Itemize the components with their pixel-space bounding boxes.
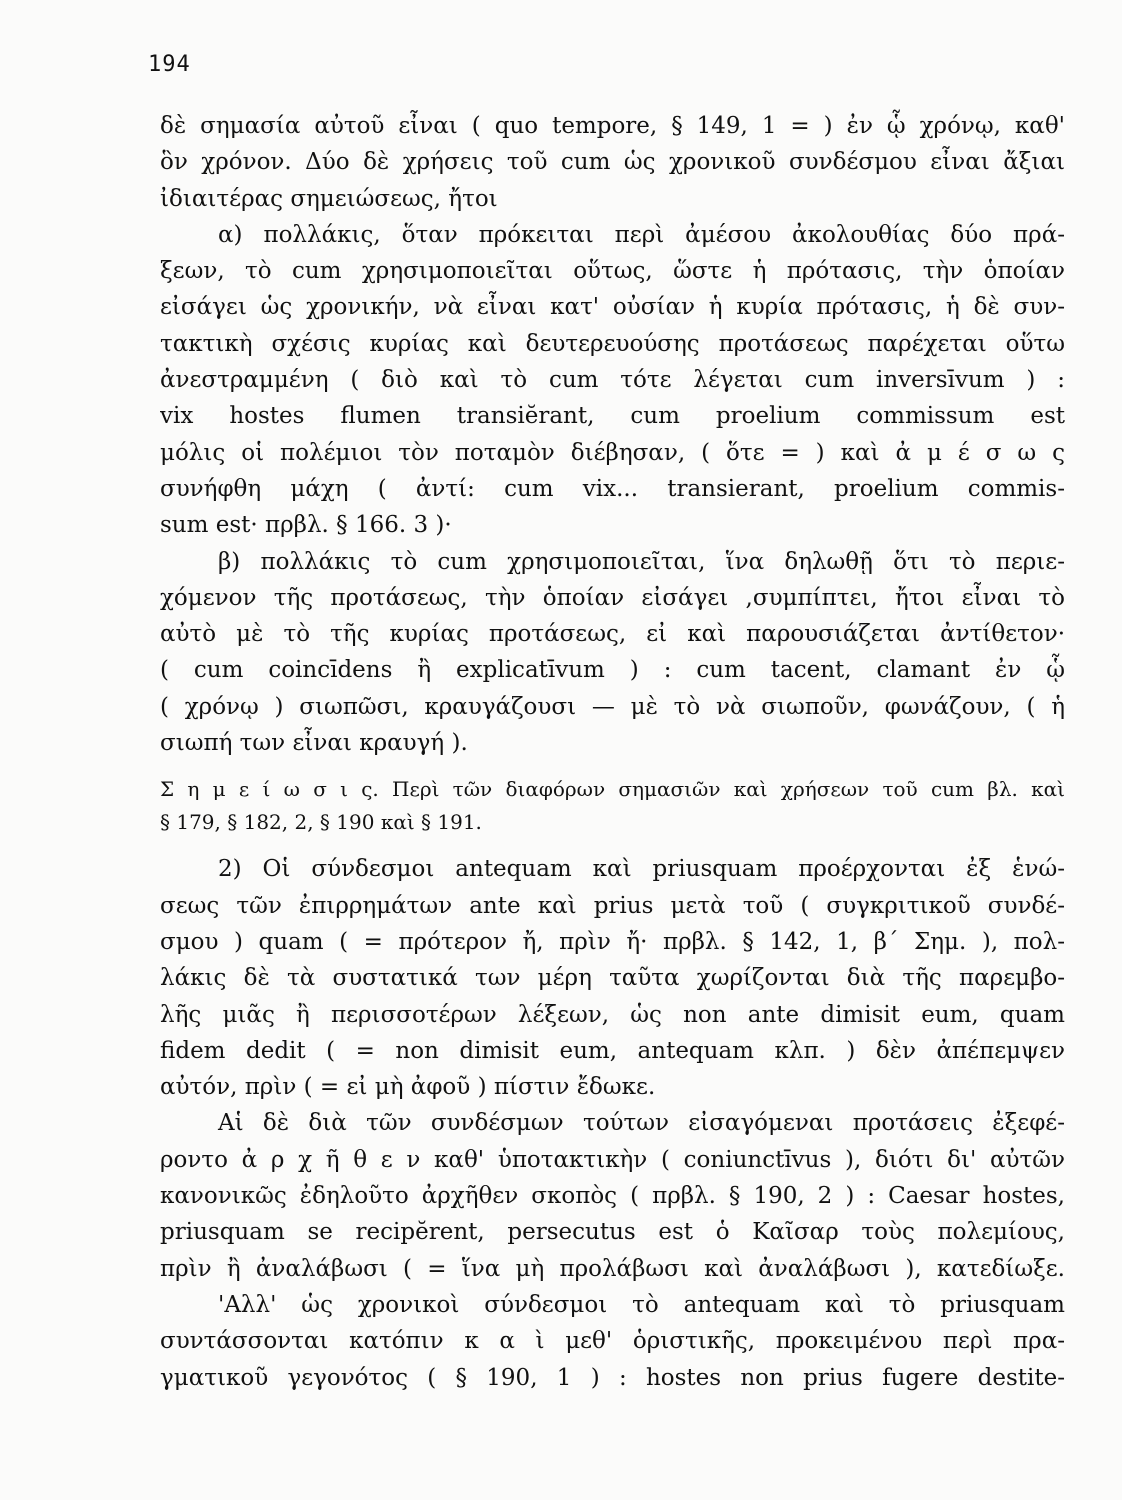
note-line: Σ η μ ε ί ω σ ι ς. Περὶ τῶν διαφόρων σημασιῶν καὶ χρήσεων τοῦ cum βλ. καὶ xyxy=(160,777,1065,802)
text-line: ξεων, τὸ cum χρησιμοποιεῖται οὕτως, ὥστε ἡ πρότασις, τὴν ὁποίαν xyxy=(160,258,1065,285)
text-line: fidem dedit ( = non dimisit eum, antequam κλπ. ) δὲν ἀπέπεμψεν xyxy=(160,1037,1065,1064)
paragraph-4 xyxy=(160,1287,1065,1396)
text-line: γματικοῦ γεγονότος ( § 190, 1 ) : hostes non prius fugere destite- xyxy=(160,1364,1065,1391)
text-line: 'Αλλ' ὡς χρονικοὶ σύνδεσμοι τὸ antequam καὶ τὸ priusquam xyxy=(218,1291,1065,1318)
text-line: λῆς μιᾶς ἢ περισσοτέρων λέξεων, ὡς non ante dimisit eum, quam xyxy=(160,1001,1065,1028)
text-line: sum est· πρβλ. § 166. 3 )· xyxy=(160,512,452,539)
text-line: 2) Οἱ σύνδεσμοι antequam καὶ priusquam προέρχονται ἐξ ἑνώ- xyxy=(218,856,1065,883)
text-line: δὲ σημασία αὐτοῦ εἶναι ( quo tempore, § 149, 1 = ) ἐν ᾧ χρόνῳ, καθ' xyxy=(160,113,1065,139)
spacer xyxy=(160,761,1065,773)
text-line: α) πολλάκις, ὅταν πρόκειται περὶ ἀμέσου ἀκολουθίας δύο πρά- xyxy=(218,221,1065,248)
text-line: Αἱ δὲ διὰ τῶν συνδέσμων τούτων εἰσαγόμεναι προτάσεις ἐξεφέ- xyxy=(218,1110,1065,1137)
note-block xyxy=(160,773,1065,839)
text-line: αὐτὸ μὲ τὸ τῆς κυρίας προτάσεως, εἰ καὶ παρουσιάζεται ἀντίθετον· xyxy=(160,621,1065,648)
text-line: τακτικὴ σχέσις κυρίας καὶ δευτερευούσης προτάσεως παρέχεται οὕτω xyxy=(160,330,1065,357)
paragraph-alpha xyxy=(160,217,1065,544)
text-line: β) πολλάκις τὸ cum χρησιμοποιεῖται, ἵνα δηλωθῇ ὅτι τὸ περιε- xyxy=(218,548,1065,575)
text-line: priusquam se recipĕrent, persecutus est ὁ Καῖσαρ τοὺς πολεμίους, xyxy=(160,1219,1065,1246)
paragraph-intro xyxy=(160,108,1065,217)
spacer xyxy=(160,839,1065,851)
text-line: μόλις οἱ πολέμιοι τὸν ποταμὸν διέβησαν, ( ὅτε = ) καὶ ἀ μ έ σ ω ς xyxy=(160,439,1065,466)
text-line: χόμενον τῆς προτάσεως, τὴν ὁποίαν εἰσάγει ,συμπίπτει, ἤτοι εἶναι τὸ xyxy=(160,584,1065,611)
paragraph-beta xyxy=(160,544,1065,762)
text-line: πρὶν ἢ ἀναλάβωσι ( = ἵνα μὴ προλάβωσι καὶ ἀναλάβωσι ), κατεδίωξε. xyxy=(160,1255,1065,1282)
text-line: σιωπή των εἶναι κραυγή ). xyxy=(160,730,468,757)
text-line: κανονικῶς ἐδηλοῦτο ἀρχῆθεν σκοπὸς ( πρβλ. § 190, 2 ) : Caesar hostes, xyxy=(160,1183,1065,1210)
text-line: ( cum coincīdens ἢ explicatīvum ) : cum tacent, clamant ἐν ᾧ xyxy=(160,657,1065,684)
paragraph-3 xyxy=(160,1105,1065,1286)
text-line: σεως τῶν ἐπιρρημάτων ante καὶ prius μετὰ τοῦ ( συγκριτικοῦ συνδέ- xyxy=(160,892,1065,919)
text-line: ( χρόνῳ ) σιωπῶσι, κραυγάζουσι — μὲ τὸ νὰ σιωποῦν, φωνάζουν, ( ἡ xyxy=(160,693,1065,720)
paragraph-2 xyxy=(160,851,1065,1105)
text-line: ροντο ἀ ρ χ ῆ θ ε ν καθ' ὑποτακτικὴν ( coniunctīvus ), διότι δι' αὐτῶν xyxy=(160,1146,1065,1173)
text-line: ὃν χρόνον. Δύο δὲ χρήσεις τοῦ cum ὡς χρονικοῦ συνδέσμου εἶναι ἄξιαι xyxy=(160,149,1065,176)
text-line: ἀνεστραμμένη ( διὸ καὶ τὸ cum τότε λέγεται cum inversīvum ) : xyxy=(160,367,1065,394)
text-line: ἰδιαιτέρας σημειώσεως, ἤτοι xyxy=(160,185,498,212)
text-line: vix hostes flumen transiĕrant, cum proelium commissum est xyxy=(160,403,1065,430)
page-number: 194 xyxy=(148,52,191,77)
text-line: αὐτόν, πρὶν ( = εἰ μὴ ἀφοῦ ) πίστιν ἔδωκε. xyxy=(160,1074,656,1101)
note-line: § 179, § 182, 2, § 190 καὶ § 191. xyxy=(160,810,482,835)
text-line: σμου ) quam ( = πρότερον ἤ, πρὶν ἤ· πρβλ. § 142, 1, β΄ Σημ. ), πολ- xyxy=(160,928,1065,955)
text-line: συνήφθη μάχη ( ἀντί: cum vix... transierant, proelium commis- xyxy=(160,475,1065,502)
text-line: λάκις δὲ τὰ συστατικά των μέρη ταῦτα χωρίζονται διὰ τῆς παρεμβο- xyxy=(160,965,1065,992)
text-line: εἰσάγει ὡς χρονικήν, νὰ εἶναι κατ' οὐσίαν ἡ κυρία πρότασις, ἡ δὲ συν- xyxy=(160,294,1065,321)
main-text xyxy=(160,108,1065,1396)
text-line: συντάσσονται κατόπιν κ α ὶ μεθ' ὁριστικῆς, προκειμένου περὶ πρα- xyxy=(160,1328,1065,1355)
